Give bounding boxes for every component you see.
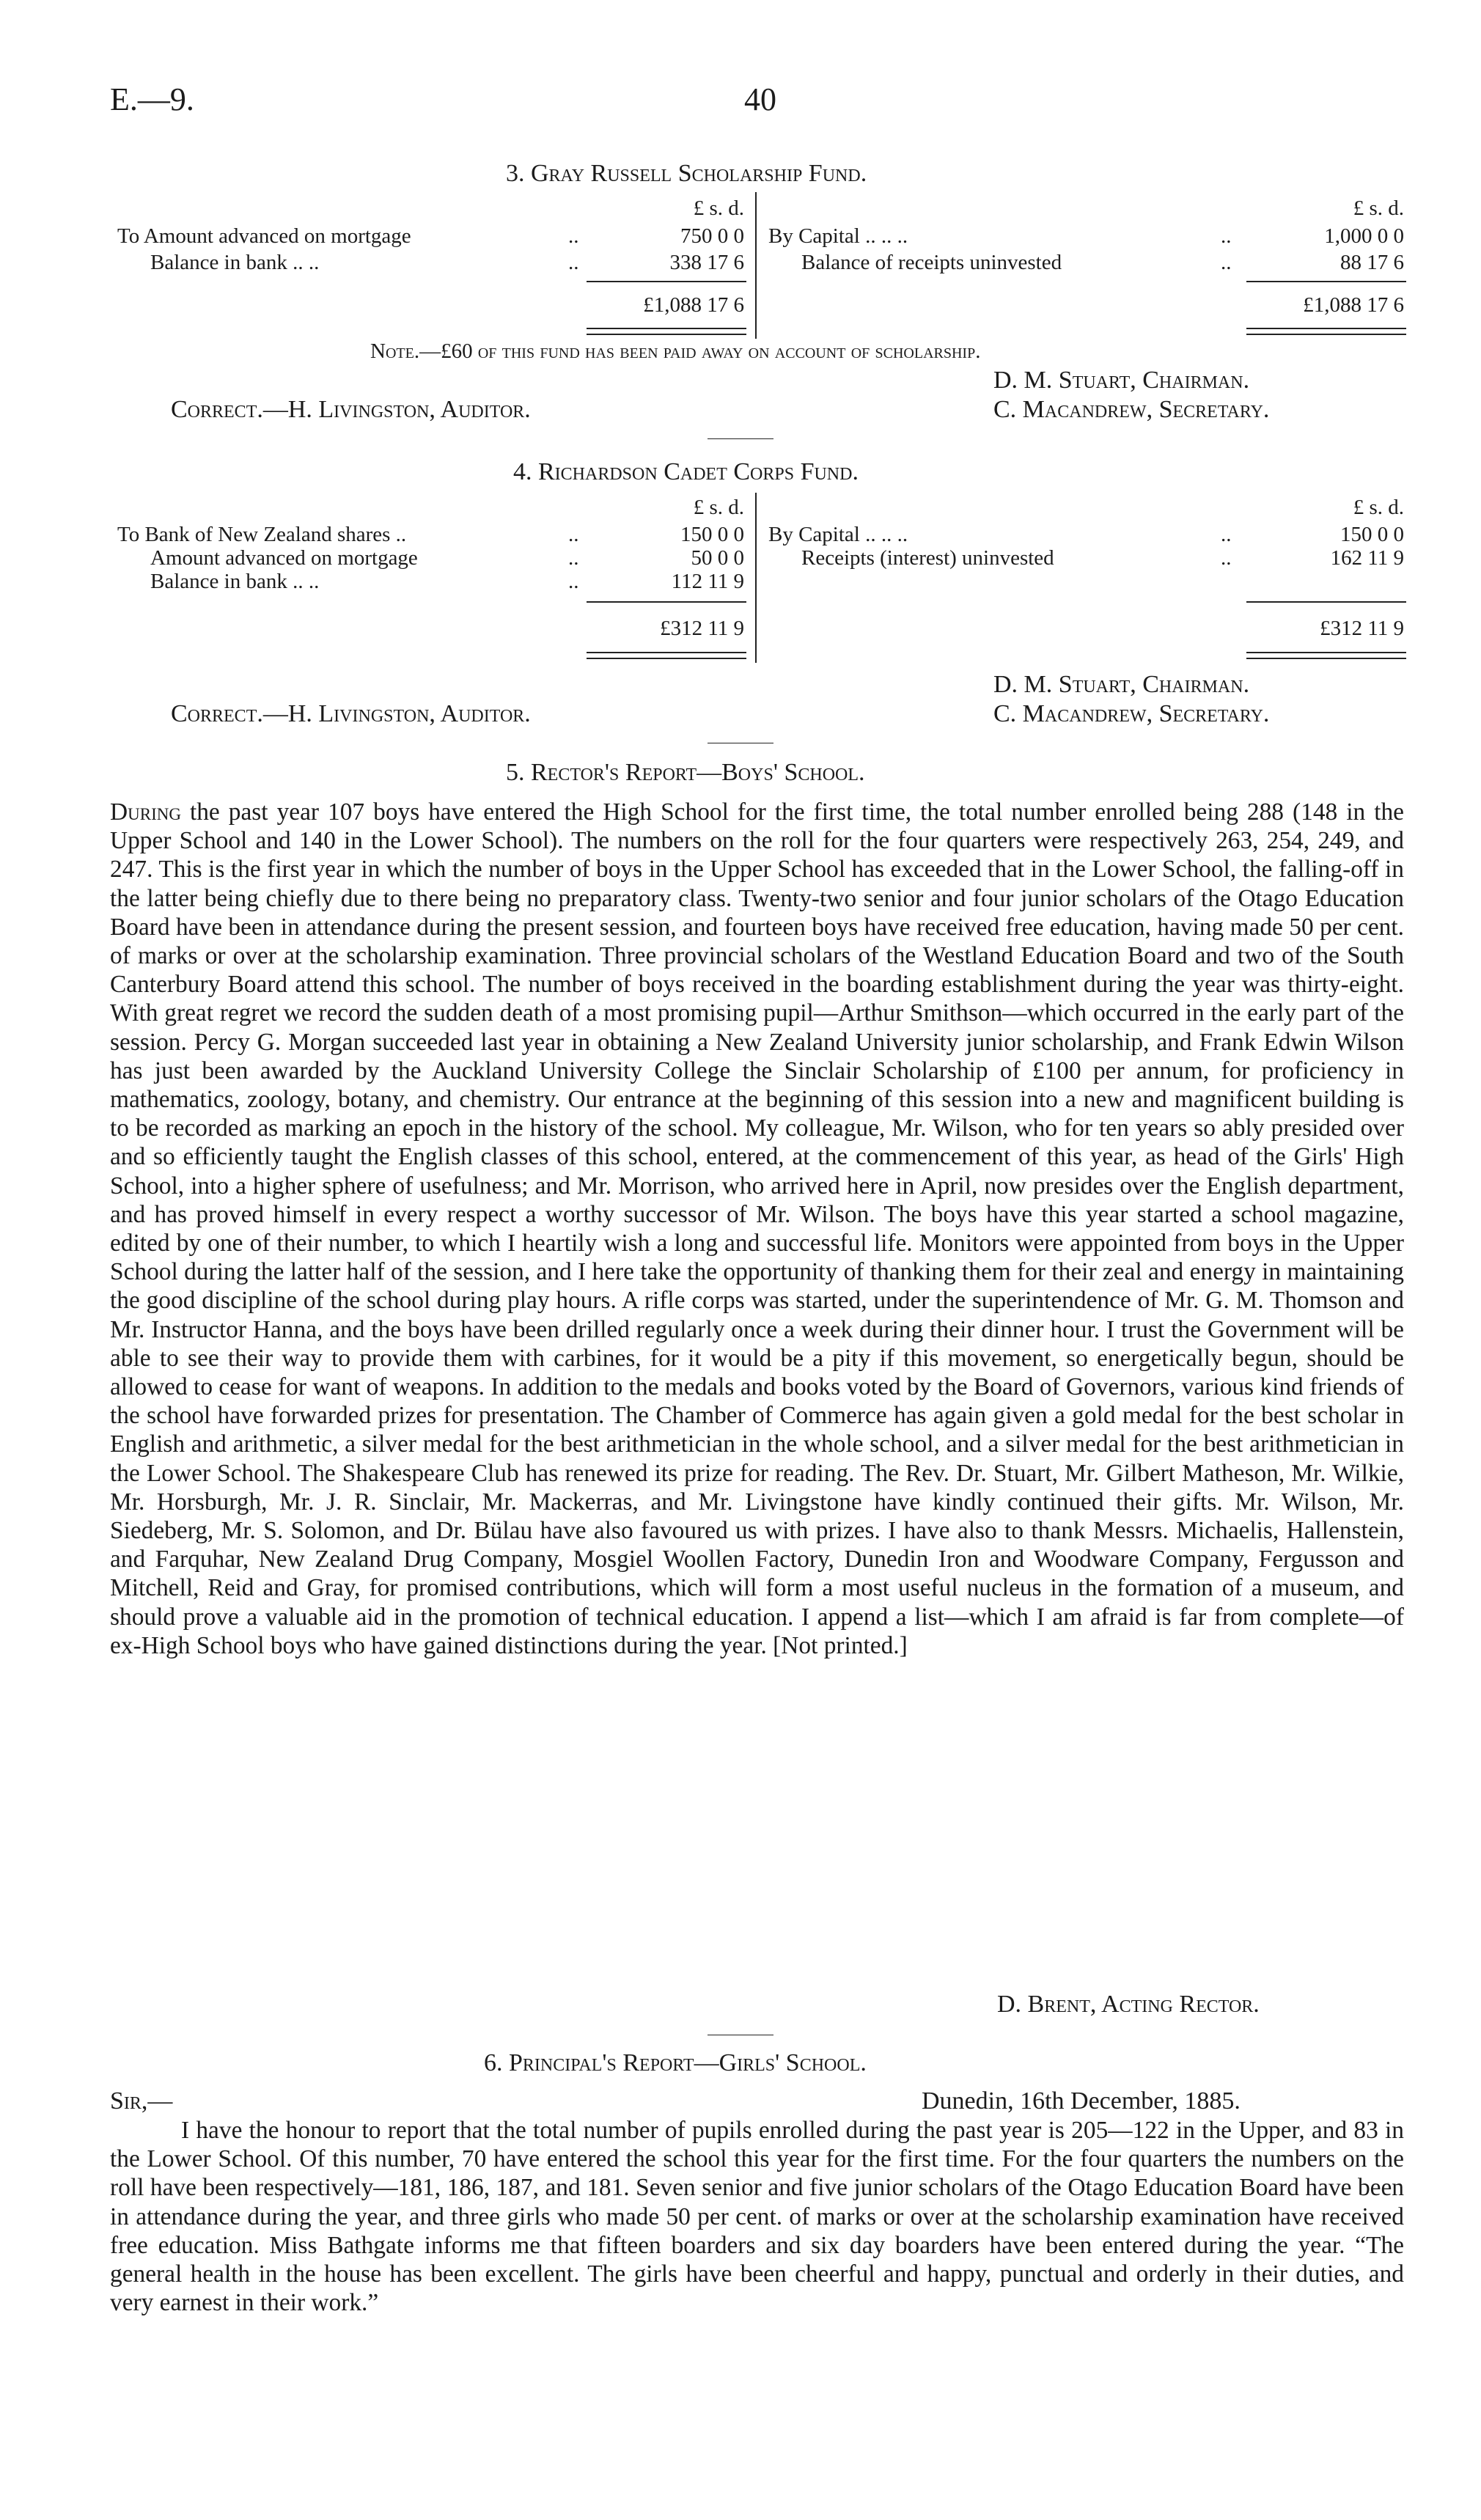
fund3-left-total: £1,088 17 6 <box>643 293 744 317</box>
fund3-left-dots-1: .. <box>568 224 579 248</box>
page-number: 40 <box>744 81 776 117</box>
fund4-left-rule <box>587 601 746 603</box>
fund4-right-amount-1: 150 0 0 <box>1340 523 1404 546</box>
section6-salutation: Sir,— <box>110 2087 173 2115</box>
fund3-secretary: C. Macandrew, Secretary. <box>993 396 1270 423</box>
fund3-left-amount-2: 338 17 6 <box>669 251 744 274</box>
fund3-right-label-2: Balance of receipts uninvested <box>801 251 1062 274</box>
fund4-right-rule <box>1246 601 1406 603</box>
fund3-right-dots-1: .. <box>1221 224 1232 248</box>
fund3-right-currency-header: £ s. d. <box>1353 196 1404 220</box>
fund4-left-dots-2: .. <box>568 546 579 570</box>
fund4-right-label-2: Receipts (interest) uninvested <box>801 546 1054 570</box>
fund3-right-rule <box>1246 281 1406 282</box>
section6-body: I have the honour to report that the total number of pupils enrolled during the past year is 205—122 in the Upper, and 83 in the Lower School. Of this number, 70 have entered the school this year for the first time. For the four quarters the numbers on the roll have been respectively—181, 186, 187, and 181. Seven senior and five junior scholars of the Otago Education Board have been in attendance during the year, and three girls who made 50 per cent. of marks or over at the scholarship examination have received free education. Miss Bathgate informs me that fifteen boarders and six day boarders have been entered during the year. “The general health in the house has been excellent. The girls have been cheerful and happy, punctual and orderly in their duties, and very earnest in their work.” <box>110 2117 1404 2317</box>
fund4-left-amount-1: 150 0 0 <box>680 523 744 546</box>
fund3-right-total: £1,088 17 6 <box>1303 293 1404 317</box>
section6-title: 6. Principal's Report—Girls' School. <box>484 2049 867 2076</box>
fund4-chairman: D. M. Stuart, Chairman. <box>993 671 1250 698</box>
fund4-left-label-1: To Bank of New Zealand shares .. <box>117 523 407 546</box>
fund4-title: 4. Richardson Cadet Corps Fund. <box>513 458 859 485</box>
fund4-divider <box>755 493 757 663</box>
section6-place-date: Dunedin, 16th December, 1885. <box>922 2087 1241 2115</box>
fund4-left-double-rule <box>587 652 746 659</box>
fund3-right-double-rule <box>1246 328 1406 335</box>
fund4-left-dots-3: .. <box>568 570 579 593</box>
fund4-right-dots-1: .. <box>1221 523 1232 546</box>
section5-title: 5. Rector's Report—Boys' School. <box>506 759 865 786</box>
fund4-auditor: Correct.—H. Livingston, Auditor. <box>171 700 531 727</box>
fund3-left-amount-1: 750 0 0 <box>680 224 744 248</box>
fund3-divider <box>755 192 757 339</box>
fund4-right-total: £312 11 9 <box>1320 617 1404 640</box>
fund3-left-rule <box>587 281 746 282</box>
fund3-left-double-rule <box>587 328 746 335</box>
fund3-title: 3. Gray Russell Scholarship Fund. <box>506 160 867 187</box>
section5-signature: D. Brent, Acting Rector. <box>997 1991 1260 2018</box>
fund3-left-currency-header: £ s. d. <box>693 196 744 220</box>
fund3-note: Note.—£60 of this fund has been paid away on account of scholarship. <box>370 339 981 363</box>
fund4-left-total: £312 11 9 <box>660 617 744 640</box>
fund4-left-dots-1: .. <box>568 523 579 546</box>
fund4-right-currency-header: £ s. d. <box>1353 496 1404 519</box>
fund4-left-label-2: Amount advanced on mortgage <box>150 546 418 570</box>
fund3-separator <box>708 438 773 439</box>
fund3-right-label-1: By Capital .. .. .. <box>768 224 908 248</box>
fund4-right-dots-2: .. <box>1221 546 1232 570</box>
fund4-left-label-3: Balance in bank .. .. <box>150 570 320 593</box>
fund4-left-currency-header: £ s. d. <box>693 496 744 519</box>
fund3-left-label-1: To Amount advanced on mortgage <box>117 224 411 248</box>
fund4-left-amount-3: 112 11 9 <box>671 570 744 593</box>
fund4-right-label-1: By Capital .. .. .. <box>768 523 908 546</box>
fund4-secretary: C. Macandrew, Secretary. <box>993 700 1270 727</box>
section5-drop-word: During <box>110 798 181 826</box>
section5-text: the past year 107 boys have entered the High School for the first time, the total number enrolled being 288 (148 in the Upper School and 140 in the Lower School). The numbers on the roll for the four quarters were respectively 263, 254, 249, and 247. This is the first year in which the number of boys in the Upper School has exceeded that in the Lower School, the falling-off in the latter being chiefly due to there being no preparatory class. Twenty-two senior and four junior scholars of the Otago Education Board have been in attendance during the present session, and fourteen boys have received free education, having made 50 per cent. of marks or over at the scholarship examination. Three provincial scholars of the Westland Education Board and two of the South Canterbury Board attend this school. The number of boys received in the boarding establishment during the year was thirty-eight. With great regret we record the sudden death of a most promising pupil—Arthur Smithson—which occurred in the early part of the session. Percy G. Morgan succeeded last year in obtaining a New Zealand University junior scholarship, and Frank Edwin Wilson has just been awarded by the Auckland University College the Sinclair Scholarship of £100 per annum, for proficiency in mathematics, zoology, botany, and chemistry. Our entrance at the beginning of this session into a new and magnificent building is to be recorded as marking an epoch in the history of the school. My colleague, Mr. Wilson, who for ten years so ably presided over and so efficiently taught the English classes of this school, entered, at the commencement of this year, as head of the Girls' High School, into a higher sphere of usefulness; and Mr. Morrison, who arrived here in April, now presides over the English department, and has proved himself in every respect a worthy successor of Mr. Wilson. The boys have this year started a school magazine, edited by one of their number, to which I heartily wish a long and successful life. Monitors were appointed from boys in the Upper School during the latter half of the session, and I here take the opportunity of thanking them for their zeal and energy in maintaining the good discipline of the school during play hours. A rifle corps was started, under the superintendence of Mr. G. M. Thomson and Mr. Instructor Hanna, and the boys have been drilled regularly once a week during their dinner hour. I trust the Government will be able to see their way to provide them with carbines, for it would be a pity if this movement, so energetically begun, should be allowed to cease for want of weapons. In addition to the medals and books voted by the Board of Governors, various kind friends of the school have forwarded prizes for presentation. The Chamber of Commerce has again given a gold medal for the best scholar in English and arithmetic, a silver medal for the best arithmetician in the whole school, and a silver medal for the best arithmetician in the Lower School. The Shakespeare Club has renewed its prize for reading. The Rev. Dr. Stuart, Mr. Gilbert Matheson, Mr. Wilkie, Mr. Horsburgh, Mr. J. R. Sinclair, Mr. Mackerras, and Mr. Livingstone have kindly continued their gifts. Mr. Wilson, Mr. Siedeberg, Mr. S. Solomon, and Dr. Bülau have also favoured us with prizes. I have also to thank Messrs. Michaelis, Hallenstein, and Farquhar, New Zealand Drug Company, Mosgiel Woollen Factory, Dunedin Iron and Woodware Company, Fergusson and Mitchell, Reid and Gray, for promised contributions, which will form a most useful nucleus in the formation of a museum, and should prove a valuable aid in the promotion of technical education. I append a list—which I am afraid is far from complete—of ex-High School boys who have gained distinctions during the year. [Not printed.] <box>110 798 1404 1659</box>
fund4-right-double-rule <box>1246 652 1406 659</box>
fund4-left-amount-2: 50 0 0 <box>691 546 744 570</box>
report-reference: E.—9. <box>110 81 194 117</box>
section5-body <box>110 798 1404 1660</box>
fund3-right-amount-2: 88 17 6 <box>1340 251 1404 274</box>
fund3-chairman: D. M. Stuart, Chairman. <box>993 367 1250 394</box>
fund4-right-amount-2: 162 11 9 <box>1330 546 1404 570</box>
fund3-auditor: Correct.—H. Livingston, Auditor. <box>171 396 531 423</box>
fund3-left-label-2: Balance in bank .. .. <box>150 251 320 274</box>
fund3-right-amount-1: 1,000 0 0 <box>1324 224 1404 248</box>
fund3-left-dots-2: .. <box>568 251 579 274</box>
fund3-right-dots-2: .. <box>1221 251 1232 274</box>
